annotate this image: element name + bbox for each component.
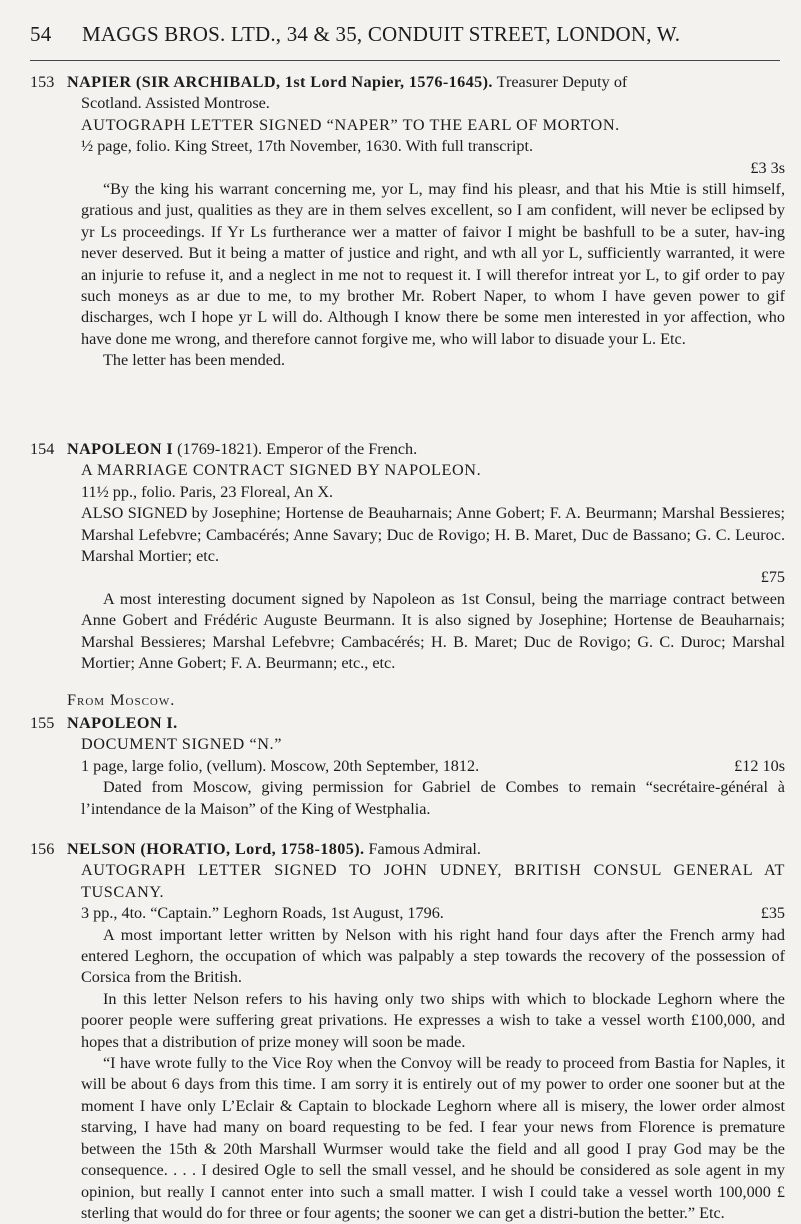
lot-details: 1 page, large folio, (vellum). Moscow, 20th September, 1812. <box>81 756 480 775</box>
lot-description: A most interesting document signed by Napoleon as 1st Consul, being the marriage contract between Anne Gobert and Frédéric Auguste Beurmann. It is also signed by Josephine; Hortense de Beauharnais; Marshal Bessieres; Marshal Lefebvre; Cambacérés; H. B. Maret; Duc de Rovigo; G. C. Duroc; Marshal Mortier; Anne Gobert; F. A. Beurmann; etc., etc. <box>81 589 785 673</box>
lot-note: The letter has been mended. <box>103 351 286 370</box>
lot-title-rest: Famous Admiral. <box>364 840 481 858</box>
lot-heading: AUTOGRAPH LETTER SIGNED TO JOHN UDNEY, BRITISH CONSUL GENERAL AT TUSCANY. <box>81 861 785 901</box>
lot-price: £75 <box>760 568 785 587</box>
lot-subtitle: Scotland. Assisted Montrose. <box>81 94 270 113</box>
lot-details: 3 pp., 4to. “Captain.” Leghorn Roads, 1st August, 1796. <box>81 904 444 923</box>
lot-from-heading: From Moscow. <box>67 691 176 709</box>
lot-title-rest: (1769-1821). Emperor of the French. <box>173 440 418 458</box>
lot-details: 11½ pp., folio. Paris, 23 Floreal, An X. <box>81 482 334 501</box>
publisher-address: MAGGS BROS. LTD., 34 & 35, CONDUIT STREET, LONDON, W. <box>82 22 681 46</box>
lot-title: NELSON (HORATIO, Lord, 1758-1805). <box>67 840 365 858</box>
lot-description-2: In this letter Nelson refers to his having only two ships with which to blockade Leghorn where the poorer people were suffering great privations. He expresses a wish to take a vessel worth £100,000, and hopes that a distribution of prize money will soon be made. <box>81 989 785 1051</box>
lot-number: 154 <box>30 440 55 458</box>
lot-155-body <box>30 713 785 820</box>
lot-155 <box>30 690 785 711</box>
lot-quote: “I have wrote fully to the Vice Roy when the Convoy will be ready to proceed from Bastia for Naples, it will be about 6 days from this time. I am sorry it is entirely out of my power to order one sooner but at the moment I have only L’Eclair & Captain to blockade Leghorn where all is misery, the lower order almost starving, I have had many on board requesting to be fed. I fear your news from Florence is premature between the 15th & 20th Marshall Wurmser would take the field and all good I pray God may be the consequence. . . . I desired Ogle to sell the small vessel, and he should be considered as sole agent in my opinion, but really I cannot enter into such a small matter. I wish I could take a vessel worth 100,000 £ sterling that would do for three or four agents; the sooner we can get a distri-bution the better.” Etc. <box>81 1054 785 1222</box>
lot-price: £12 10s <box>734 756 785 775</box>
page-header <box>30 22 790 47</box>
lot-quote: “By the king his warrant concerning me, yor L, may find his pleasr, and that his Mtie is still himself, gratious and just, qualities as they are in them selves excellent, so I am confident, will never be eclipsed by yr Ls proceedings. If Yr Ls furtherance wer a matter of faivor I might be bashfull to be a suter, hav-ing never deserved. But it being a matter of justice and right, and wth all yor L, sufficiently warranted, it were an injurie to refuse it, and a neglect in me not to request it. I will therefor intreat yor L, to gif order to pay such moneys as ar due to me, to my brother Mr. Robert Naper, to whom I have geven power to gif discharges, wch I hope yr L will do. Although I know there be some men interested in yor affection, who have done me wrong, and therefore cannot forgive me, who will labor to disuade your L. Etc. <box>81 180 785 348</box>
lot-heading: AUTOGRAPH LETTER SIGNED “NAPER” TO THE EARL OF MORTON. <box>81 115 620 134</box>
lot-price: £3 3s <box>750 158 785 177</box>
lot-154 <box>30 439 785 674</box>
lot-price: £35 <box>760 904 785 923</box>
lot-title-rest: Treasurer Deputy of <box>492 73 628 91</box>
lot-title: NAPOLEON I <box>67 440 174 458</box>
lot-number: 153 <box>30 73 55 91</box>
lot-also-signed: ALSO SIGNED by Josephine; Hortense de Beauharnais; Anne Gobert; F. A. Beurmann; Marshal Bessieres; Marshal Lefebvre; Cambacérés; Anne Savary; Duc de Rovigo; H. B. Maret, Duc de Bassano; G. C. Leuroc. Marshal Mortier; etc. <box>81 504 785 566</box>
lot-153 <box>30 72 785 372</box>
lot-heading: A MARRIAGE CONTRACT SIGNED BY NAPOLEON. <box>81 461 482 480</box>
lot-156 <box>30 839 785 1224</box>
lot-details: ½ page, folio. King Street, 17th November, 1630. With full transcript. <box>81 137 534 156</box>
lot-number: 155 <box>30 714 55 732</box>
lot-number: 156 <box>30 840 55 858</box>
lot-title: NAPOLEON I. <box>67 714 178 732</box>
lot-description: Dated from Moscow, giving permission for Gabriel de Combes to remain “secrétaire-général à l’intendance de la Maison” of the King of Westphalia. <box>81 778 785 818</box>
header-rule <box>30 60 780 61</box>
lot-title: NAPIER (SIR ARCHIBALD, 1st Lord Napier, 1576-1645). <box>67 73 493 91</box>
lot-description: A most important letter written by Nelson with his right hand four days after the French army had entered Leghorn, the occupation of which was palpably a step towards the recovery of the possession of Corsica from the British. <box>81 925 785 987</box>
lot-heading: DOCUMENT SIGNED “N.” <box>81 735 282 754</box>
page-number: 54 <box>30 22 52 46</box>
